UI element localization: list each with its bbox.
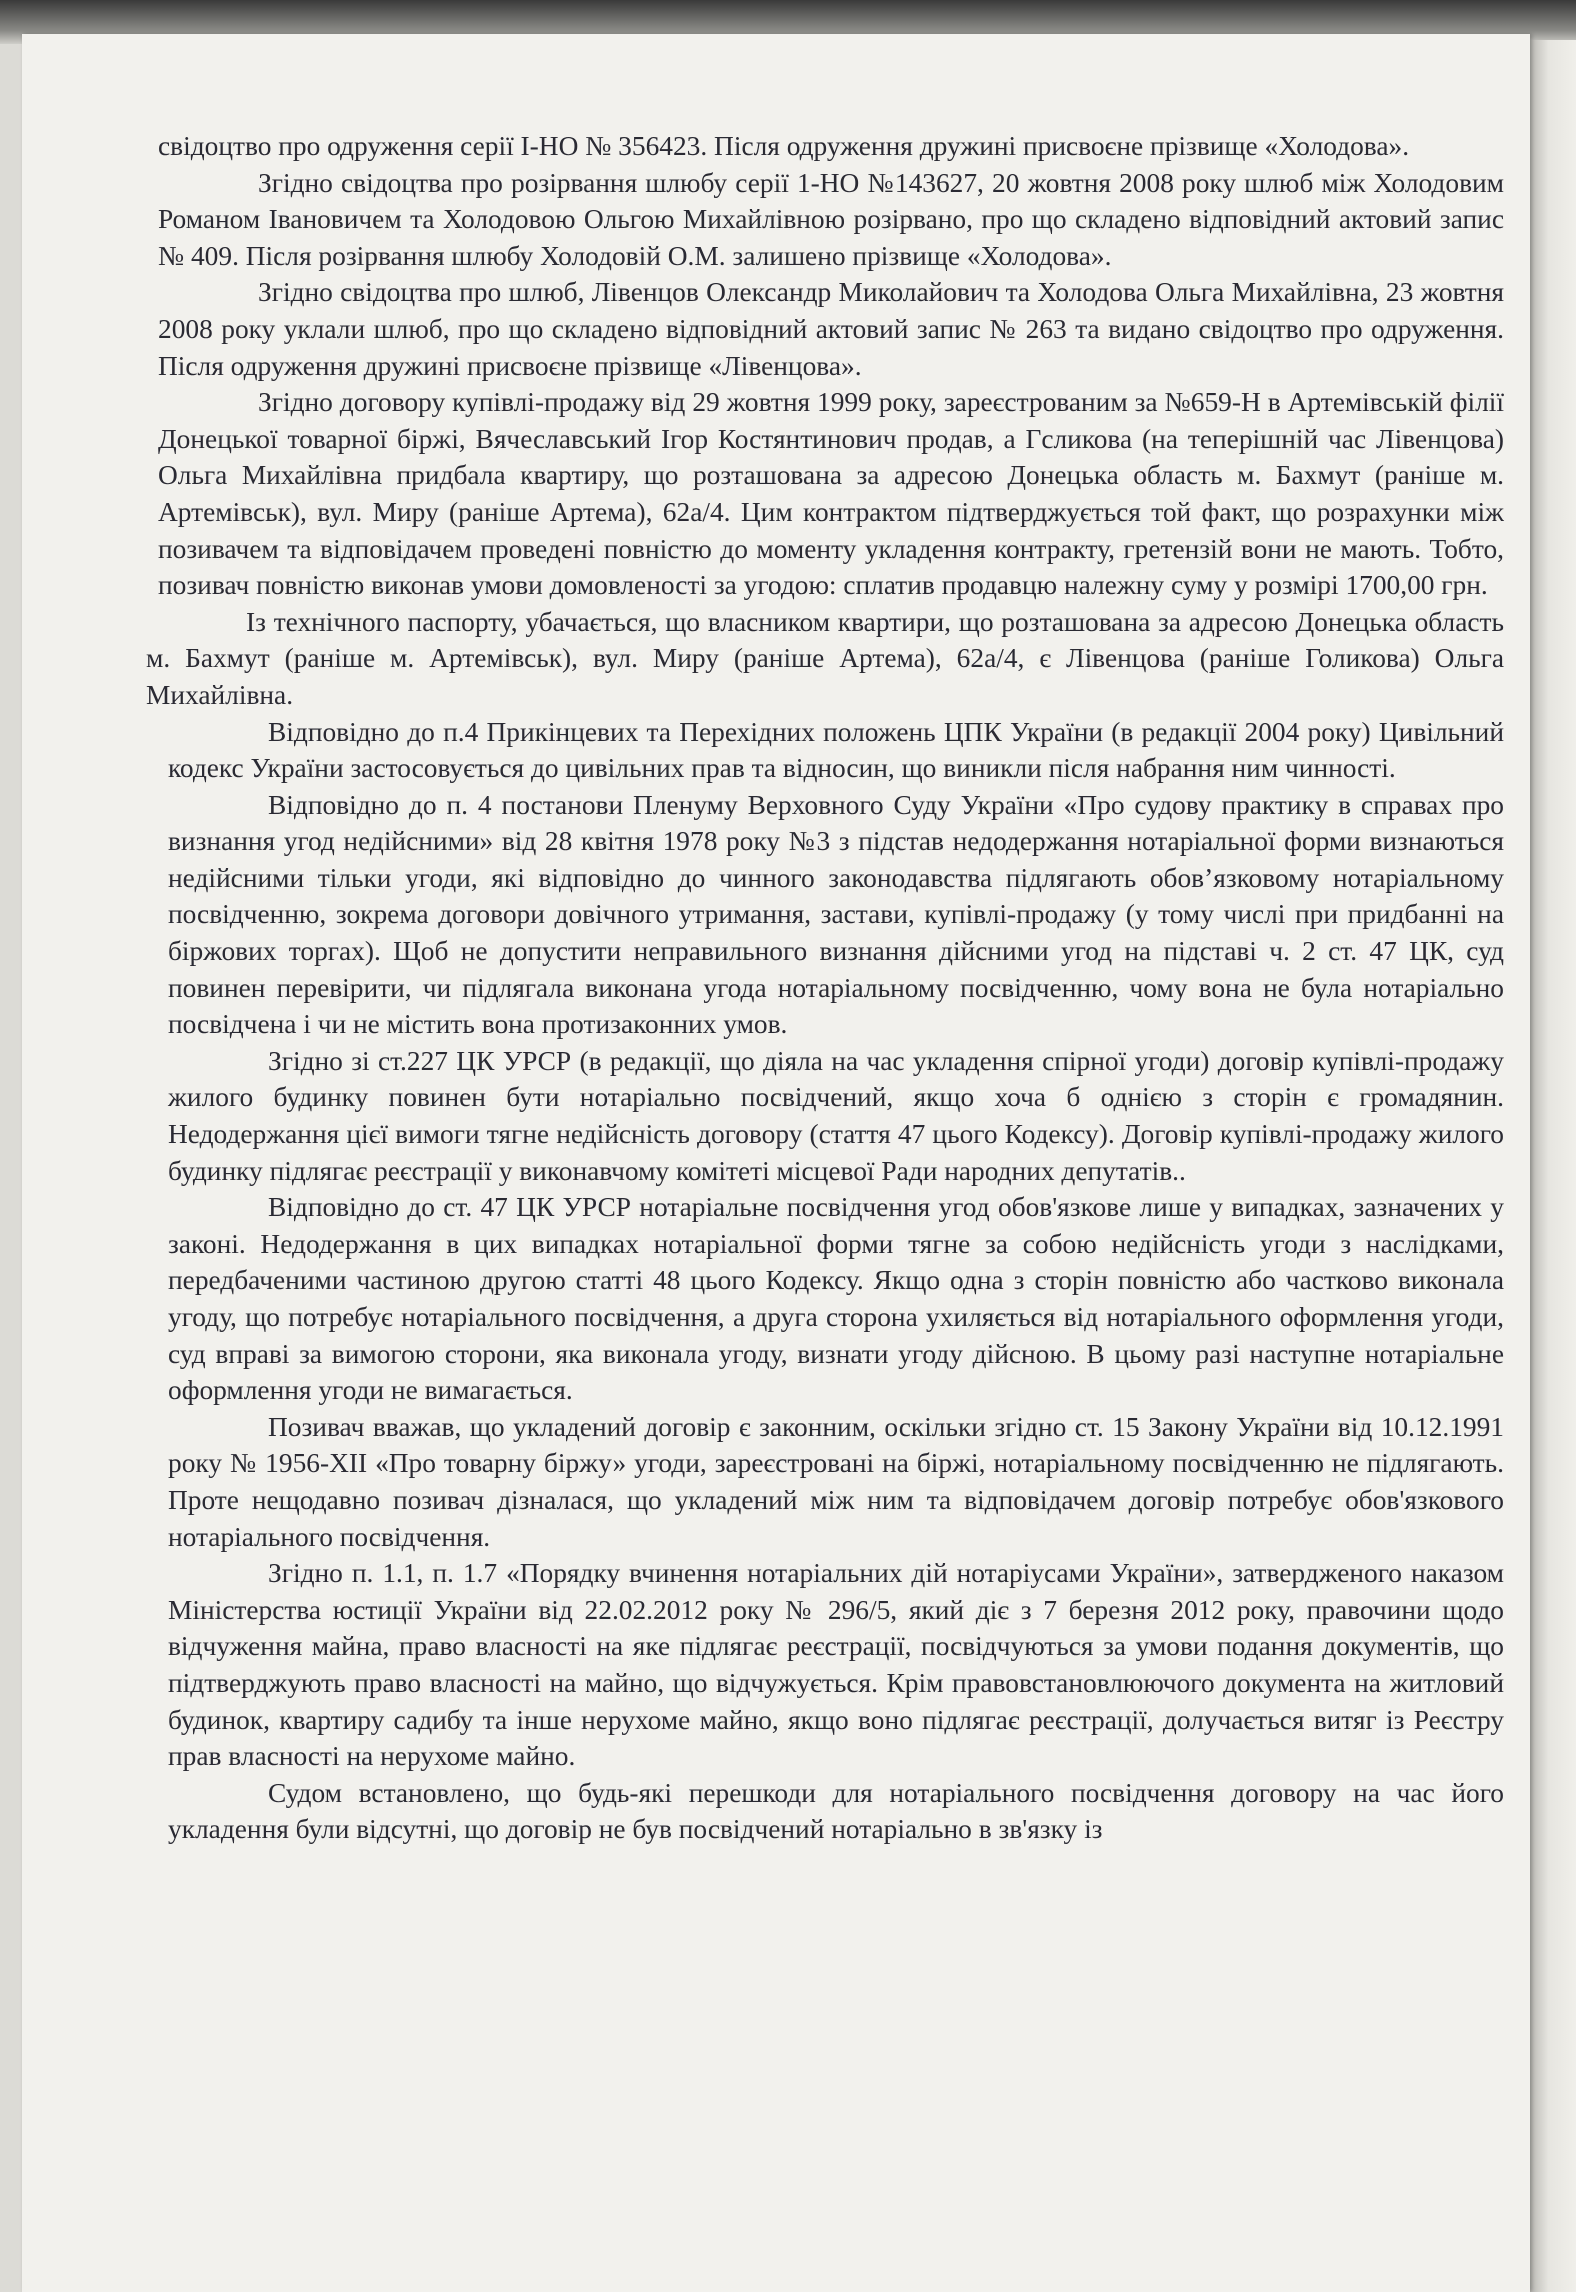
document-body (146, 128, 1504, 1848)
paragraph-article-227: Згідно зі ст.227 ЦК УРСР (в редакції, що діяла на час укладення спірної угоди) договір купівлі-продажу жилого будинку повинен бути нотаріально посвідчений, якщо хоча б однією з сторін є громадянин. Недодержання цієї вимоги тягне недійсність договору (стаття 47 цього Кодексу). Договір купівлі-продажу жилого будинку підлягає реєстрації у виконавчому комітеті місцевої Ради народних депутатів.. (168, 1045, 1504, 1186)
paragraph-court-findings: Судом встановлено, що будь-які перешкоди для нотаріального посвідчення договору на час його укладення були відсутні, що договір не був посвідчений нотаріально в зв'язку із (168, 1777, 1504, 1845)
paragraph-purchase-contract: Згідно договору купівлі-продажу від 29 жовтня 1999 року, зареєстрованим за №659-Н в Артемівській філії Донецької товарної біржі, Вячеславський Ігор Костянтинович продав, а Гсликова (на теперішній час Лівенцова) Ольга Михайлівна придбала квартиру, що розташована за адресою Донецька область м. Бахмут (раніше м. Артемівськ), вул. Миру (раніше Артема), 62а/4. Цим контрактом підтверджується той факт, що розрахунки між позивачем та відповідачем проведені повністю до моменту укладення контракту, гретензій вони не мають. Тобто, позивач повністю виконав умови домовленості за угодою: сплатив продавцю належну суму у розмірі 1700,00 грн. (158, 387, 1504, 601)
paragraph-marriage-certificate: свідоцтво про одруження серії І-НО № 356423. Після одруження дружині присвоєне прізвище «Холодова». (158, 131, 1410, 161)
paragraph-divorce-certificate: Згідно свідоцтва про розірвання шлюбу серії 1-НО №143627, 20 жовтня 2008 року шлюб між Холодовим Романом Івановичем та Холодовою Ольгою Михайлівною розірвано, про що складено відповідний актовий запис № 409. Після розірвання шлюбу Холодовій О.М. залишено прізвище «Холодова». (158, 167, 1504, 271)
paragraph-plenum-resolution: Відповідно до п. 4 постанови Пленуму Верховного Суду України «Про судову практику в справах про визнання угод недійсними» від 28 квітня 1978 року №3 з підстав недодержання нотаріальної форми визнаються недійсними тільки угоди, які відповідно до чинного законодавства підлягають обов’язковому нотаріальному посвідченню, зокрема договори довічного утримання, застави, купівлі-продажу (у тому числі при придбанні на біржових торгах). Щоб не допустити неправильного визнання дійсними угод на підставі ч. 2 ст. 47 ЦК, суд повинен перевірити, чи підлягала виконана угода нотаріальному посвідченню, чому вона не була нотаріально посвідчена і чи не містить вона протизаконних умов. (168, 789, 1504, 1040)
paragraph-article-47: Відповідно до ст. 47 ЦК УРСР нотаріальне посвідчення угод обов'язкове лише у випадках, зазначених у законі. Недодержання в цих випадках нотаріальної форми тягне за собою недійсність угоди з наслідками, передбаченими частиною другою статті 48 цього Кодексу. Якщо одна з сторін повністю або частково виконала угоду, що потребує нотаріального посвідчення, а друга сторона ухиляється від нотаріального оформлення угоди, суд вправі за вимогою сторони, яка виконала угоду, визнати угоду дійсною. В цьому разі наступне нотаріальне оформлення угоди не вимагається. (168, 1192, 1504, 1406)
paragraph-second-marriage: Згідно свідоцтва про шлюб, Лівенцов Олександр Миколайович та Холодова Ольга Михайлівна, 23 жовтня 2008 року уклали шлюб, про що складено відповідний актовий запис № 263 та видано свідоцтво про одруження. Після одруження дружині присвоєне прізвище «Лівенцова». (158, 277, 1504, 381)
paragraph-cpc-provisions: Відповідно до п.4 Прикінцевих та Перехідних положень ЦПК України (в редакції 2004 року) Цивільний кодекс України застосовується до цивільних прав та відносин, що виникли після набрання ним чинності. (168, 716, 1504, 784)
paragraph-technical-passport: Із технічного паспорту, убачається, що власником квартири, що розташована за адресою Донецька область м. Бахмут (раніше м. Артемівськ), вул. Миру (раніше Артема), 62а/4, є Лівенцова (раніше Голикова) Ольга Михайлівна. (146, 606, 1504, 710)
paragraph-commodity-exchange-law: Позивач вважав, що укладений договір є законним, оскільки згідно ст. 15 Закону України від 10.12.1991 року № 1956-XII «Про товарну біржу» угоди, зареєстровані на біржі, нотаріальному посвідченню не підлягають. Проте нещодавно позивач дізналася, що укладений між ним та відповідачем договір потребує обов'язкового нотаріального посвідчення. (168, 1411, 1504, 1552)
paragraph-notarial-procedure: Згідно п. 1.1, п. 1.7 «Порядку вчинення нотаріальних дій нотаріусами України», затвердженого наказом Міністерства юстиції України від 22.02.2012 року № 296/5, який діє з 7 березня 2012 року, правочини щодо відчуження майна, право власності на яке підлягає реєстрації, посвідчуються за умови подання документів, що підтверджують право власності на майно, що відчужується. Крім правовстановлюючого документа на житловий будинок, квартиру садибу та інше нерухоме майно, якщо воно підлягає реєстрації, долучається витяг із Реєстру прав власності на нерухоме майно. (168, 1558, 1504, 1772)
scan-right-edge (1530, 40, 1576, 2292)
